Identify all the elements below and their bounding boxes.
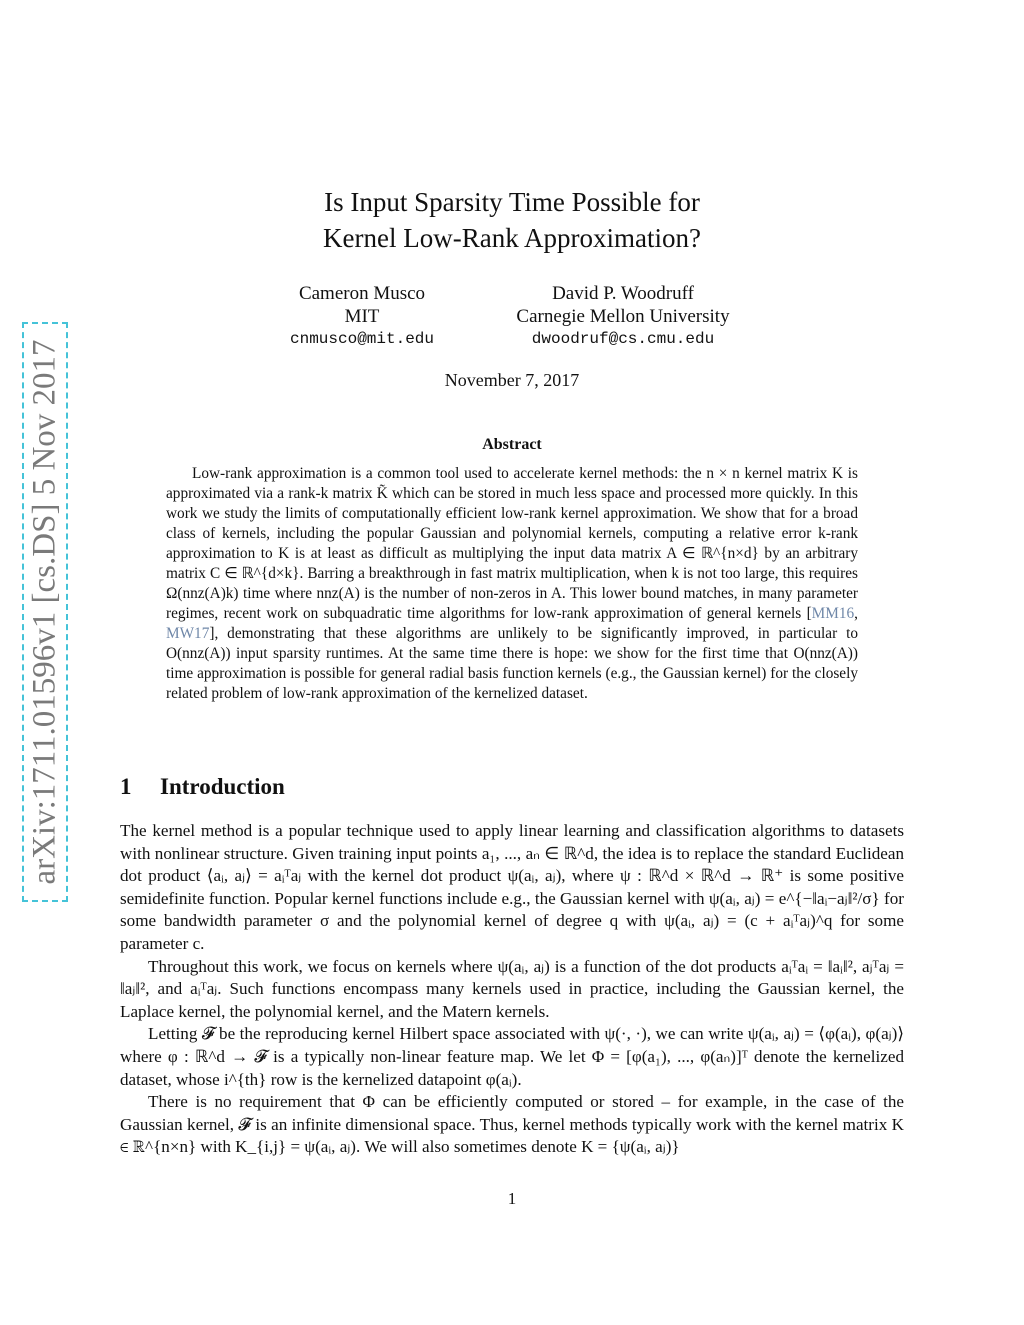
author-email: dwoodruf@cs.cmu.edu bbox=[531, 330, 715, 348]
section-number: 1 bbox=[120, 774, 132, 799]
body-paragraph: The kernel method is a popular technique used to apply linear learning and classification algorithms to datasets with nonlinear structure. Given training input points a₁, ..., aₙ ∈ ℝ^d, the idea is to replace the standard Euclidean dot product ⟨aᵢ, aⱼ⟩ = aᵢᵀaⱼ with the kernel dot product ψ(aᵢ, aⱼ), where ψ : ℝ^d × ℝ^d → ℝ⁺ is some positive semidefinite function. Popular kernel functions include e.g., the Gaussian kernel with ψ(aᵢ, aⱼ) = e^{−‖aᵢ−aⱼ‖²/σ} for some bandwidth parameter σ and the polynomial kernel of degree q with ψ(aᵢ, aⱼ) = (c + aᵢᵀaⱼ)^q for some parameter c. bbox=[120, 821, 904, 953]
body-paragraph: There is no requirement that Φ can be efficiently computed or stored – for example, in the case of the Gaussian kernel, 𝓕 is an infinite dimensional space. Thus, kernel methods typically work with the kernel matrix K ∈ ℝ^{n×n} with K_{i,j} = ψ(aᵢ, aⱼ). We will also sometimes denote K = {ψ(aᵢ, aⱼ)} bbox=[120, 1092, 904, 1157]
section-heading bbox=[120, 774, 285, 800]
paper-title bbox=[180, 184, 844, 256]
introduction-body bbox=[120, 820, 904, 1159]
author-name: David P. Woodruff bbox=[552, 283, 694, 304]
abstract-part-2: ], demonstrating that these algorithms are unlikely to be significantly improved, in particular to O(nnz(A)) input sparsity runtimes. At the same time there is hope: we show for the first time that O(nnz(A)) time approximation is possible for general radial basis function kernels (e.g., the Gaussian kernel) for the closely related problem of low-rank approximation of the kernelized dataset. bbox=[166, 625, 858, 702]
abstract-text bbox=[166, 464, 858, 704]
title-line-2: Kernel Low-Rank Approximation? bbox=[323, 223, 701, 253]
section-title: Introduction bbox=[160, 774, 285, 799]
author-email: cnmusco@mit.edu bbox=[289, 330, 435, 348]
arxiv-identifier: arXiv:1711.01596v1 [cs.DS] 5 Nov 2017 bbox=[26, 339, 63, 885]
author-block-1 bbox=[262, 282, 462, 351]
title-line-1: Is Input Sparsity Time Possible for bbox=[324, 187, 700, 217]
author-name: Cameron Musco bbox=[298, 283, 426, 304]
abstract-heading: Abstract bbox=[482, 436, 542, 453]
body-paragraph: Throughout this work, we focus on kernels where ψ(aᵢ, aⱼ) is a function of the dot products aᵢᵀaᵢ = ‖aᵢ‖², aⱼᵀaⱼ = ‖aⱼ‖², and aᵢᵀaⱼ. Such functions encompass many kernels used in practice, including the Gaussian kernel, the Laplace kernel, the polynomial kernel, and the Matern kernels. bbox=[120, 956, 904, 1021]
page-number: 1 bbox=[507, 1189, 517, 1208]
body-paragraph: Letting 𝓕 be the reproducing kernel Hilbert space associated with ψ(·, ·), we can write ψ(aᵢ, aⱼ) = ⟨φ(aᵢ), φ(aⱼ)⟩ where φ : ℝ^d → 𝓕 is a typically non-linear feature map. We let Φ = [φ(a₁), ..., φ(aₙ)]ᵀ denote the kernelized dataset, whose i^{th} row is the kernelized datapoint φ(aᵢ). bbox=[120, 1024, 904, 1089]
citation-separator: , bbox=[854, 605, 858, 622]
citation-link-mw17[interactable]: MW17 bbox=[166, 625, 210, 642]
author-affiliation: MIT bbox=[344, 306, 380, 327]
abstract-part-1: Low-rank approximation is a common tool used to accelerate kernel methods: the n × n kernel matrix K is approximated via a rank-k matrix K̃ which can be stored in much less space and processed more quickly. In this work we study the limits of computationally efficient low-rank kernel approximation. We show that for a broad class of kernels, including the popular Gaussian and polynomial kernels, computing a relative error k-rank approximation to K is at least as difficult as multiplying the input data matrix A ∈ ℝ^{n×d} by an arbitrary matrix C ∈ ℝ^{d×k}. Barring a breakthrough in fast matrix multiplication, when k is not too large, this requires Ω(nnz(A)k) time where nnz(A) is the number of non-zeros in A. This lower bound matches, in many parameter regimes, recent work on subquadratic time algorithms for low-rank approximation of general kernels [ bbox=[166, 465, 858, 622]
citation-link-mm16[interactable]: MM16 bbox=[811, 605, 855, 622]
arxiv-side-stamp bbox=[22, 322, 68, 902]
paper-date: November 7, 2017 bbox=[444, 370, 580, 390]
author-block-2 bbox=[492, 282, 754, 351]
author-affiliation: Carnegie Mellon University bbox=[516, 306, 730, 327]
